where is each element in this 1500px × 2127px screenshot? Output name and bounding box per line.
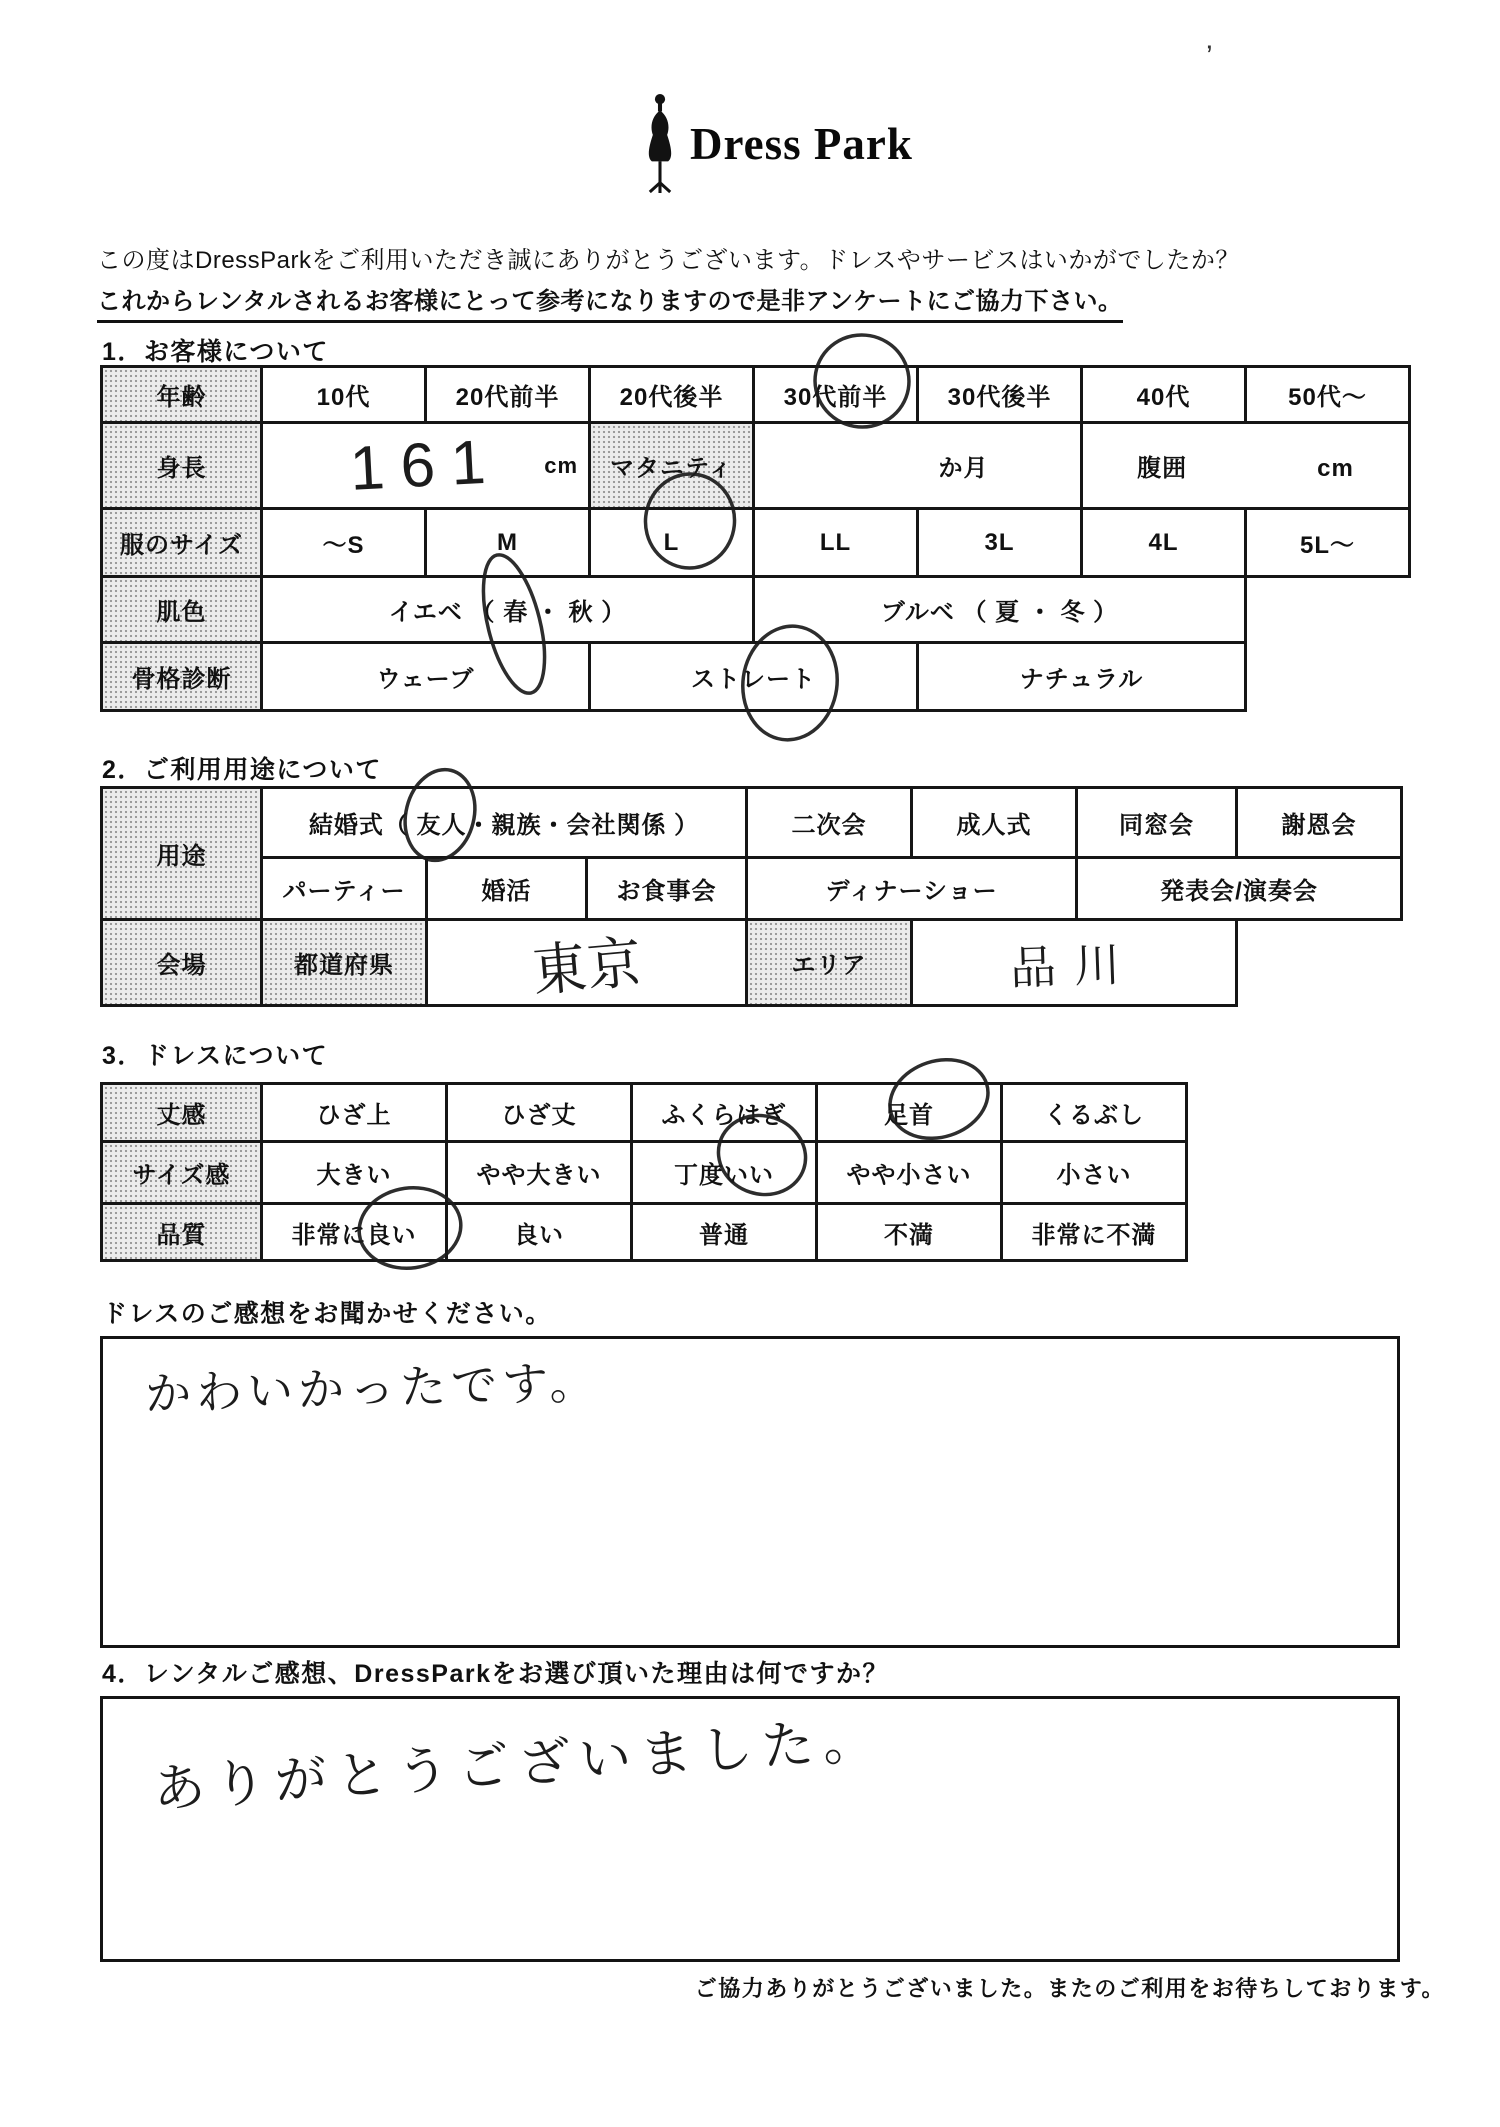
handwritten-input-cell xyxy=(427,920,747,1006)
option-cell: 5L～ xyxy=(1246,509,1410,577)
row-header-cell: 都道府県 xyxy=(262,920,427,1006)
option-cell: ひざ丈 xyxy=(447,1084,632,1142)
option-cell: ナチュラル xyxy=(918,643,1246,711)
option-cell: お食事会 xyxy=(587,858,747,920)
handwritten-input-cell xyxy=(912,920,1237,1006)
logo xyxy=(640,92,913,199)
option-cell: 大きい xyxy=(262,1142,447,1204)
option-cell: 婚活 xyxy=(427,858,587,920)
option-cell: ディナーショー xyxy=(747,858,1077,920)
option-cell: 足首 xyxy=(817,1084,1002,1142)
option-cell: やや大きい xyxy=(447,1142,632,1204)
dress-table xyxy=(100,1082,1188,1262)
row-header-cell: サイズ感 xyxy=(102,1142,262,1204)
row-header-cell: 用途 xyxy=(102,788,262,920)
option-cell: 同窓会 xyxy=(1077,788,1237,858)
row-header-cell: エリア xyxy=(747,920,912,1006)
option-cell: 結婚式（ 友人 ・親族・会社関係 ） xyxy=(262,788,747,858)
section3-title: 3．ドレスについて xyxy=(102,1042,329,1070)
option-cell: 良い xyxy=(447,1204,632,1261)
option-cell: 二次会 xyxy=(747,788,912,858)
option-cell: ウェーブ xyxy=(262,643,590,711)
intro-line-2: これからレンタルされるお客様にとって参考になりますので是非アンケートにご協力下さい。 xyxy=(97,281,1123,323)
option-cell: 腹囲 cm xyxy=(1082,423,1410,509)
handwritten-value: 東京 xyxy=(529,931,645,1004)
option-cell: 非常に良い xyxy=(262,1204,447,1261)
unit-label: cm xyxy=(544,452,578,478)
scan-artifact: ’ xyxy=(1206,40,1213,73)
dress-feedback-label: ドレスのご感想をお聞かせください。 xyxy=(102,1300,552,1328)
option-cell: ふくらはぎ xyxy=(632,1084,817,1142)
row-header-cell: 肌色 xyxy=(102,577,262,643)
handwritten-value: 161 xyxy=(348,427,503,504)
option-cell: ～S xyxy=(262,509,426,577)
option-cell: ひざ上 xyxy=(262,1084,447,1142)
option-cell: 10代 xyxy=(262,367,426,423)
option-cell: やや小さい xyxy=(817,1142,1002,1204)
intro-line-1: この度はDressParkをご利用いただき誠にありがとうございます。ドレスやサービスはいかがでしたか？ xyxy=(97,247,1240,274)
option-cell: 4L xyxy=(1082,509,1246,577)
usage-table xyxy=(100,786,1403,1007)
circled-option-text: 友人 xyxy=(417,805,467,840)
row-header-cell: 身長 xyxy=(102,423,262,509)
row-header-cell: マタニティ xyxy=(590,423,754,509)
handwritten-rental-feedback: ありがとうございました。 xyxy=(151,1710,886,1820)
option-cell: 発表会/演奏会 xyxy=(1077,858,1402,920)
brand-name: Dress Park xyxy=(690,119,913,169)
circled-option-text: 春 xyxy=(503,592,528,627)
row-header-cell: 服のサイズ xyxy=(102,509,262,577)
selection-circle-mark xyxy=(876,1043,1002,1154)
option-cell: ストレート xyxy=(590,643,918,711)
row-header-cell: 年齢 xyxy=(102,367,262,423)
handwritten-dress-feedback: かわいかったです。 xyxy=(144,1356,602,1420)
option-cell: 非常に不満 xyxy=(1002,1204,1187,1261)
row-header-cell: 会場 xyxy=(102,920,262,1006)
row-header-cell: 骨格診断 xyxy=(102,643,262,711)
option-cell: 30代後半 xyxy=(918,367,1082,423)
section2-title: 2．ご利用用途について xyxy=(102,756,382,784)
option-cell: 50代～ xyxy=(1246,367,1410,423)
section4-title: 4．レンタルご感想、DressParkをお選び頂いた理由は何ですか？ xyxy=(102,1660,889,1688)
option-cell: 小さい xyxy=(1002,1142,1187,1204)
option-cell: 20代後半 xyxy=(590,367,754,423)
handwritten-input-cell xyxy=(262,423,590,509)
option-cell: イエベ （ 春 ・ 秋 ） xyxy=(262,577,754,643)
selection-circle-mark xyxy=(804,324,919,438)
customer-profile-table xyxy=(100,365,1411,712)
option-cell: 丁度いい xyxy=(632,1142,817,1204)
option-cell: 3L xyxy=(918,509,1082,577)
option-cell: 40代 xyxy=(1082,367,1246,423)
row-header-cell: 品質 xyxy=(102,1204,262,1261)
row-header-cell: 丈感 xyxy=(102,1084,262,1142)
dress-form-icon xyxy=(640,92,680,199)
option-cell: か月 xyxy=(754,423,1082,509)
handwritten-value: 品川 xyxy=(1009,937,1139,994)
footer-thanks: ご協力ありがとうございました。またのご利用をお待ちしております。 xyxy=(694,1976,1445,2001)
option-cell: 謝恩会 xyxy=(1237,788,1402,858)
option-cell: L xyxy=(590,509,754,577)
option-cell: 成人式 xyxy=(912,788,1077,858)
option-cell: LL xyxy=(754,509,918,577)
option-cell: 普通 xyxy=(632,1204,817,1261)
option-cell: ブルベ （ 夏 ・ 冬 ） xyxy=(754,577,1246,643)
section1-title: 1．お客様について xyxy=(102,338,329,366)
option-cell: パーティー xyxy=(262,858,427,920)
option-cell: M xyxy=(426,509,590,577)
option-cell: 20代前半 xyxy=(426,367,590,423)
option-cell: 30代前半 xyxy=(754,367,918,423)
option-cell: 不満 xyxy=(817,1204,1002,1261)
option-cell: くるぶし xyxy=(1002,1084,1187,1142)
